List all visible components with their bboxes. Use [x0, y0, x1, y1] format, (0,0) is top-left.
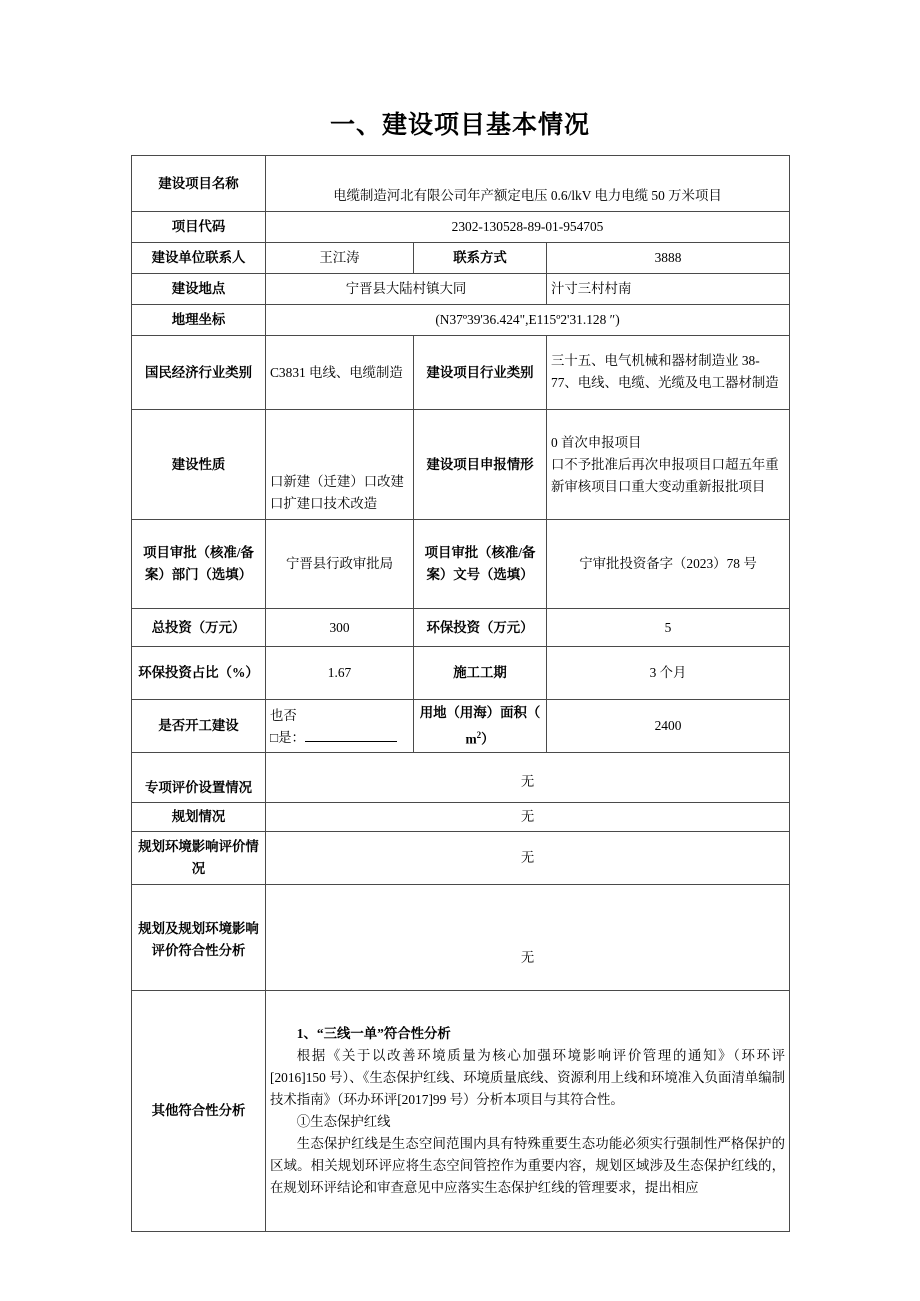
- value-environmental-investment: 5: [547, 609, 790, 647]
- started-construction-yes-row[interactable]: [270, 727, 409, 749]
- value-other-compliance: [266, 991, 790, 1232]
- construction-nature-line-2[interactable]: 口扩建口技术改造: [270, 496, 378, 511]
- label-construction-location: 建设地点: [132, 274, 266, 305]
- label-project-industry-category: 建设项目行业类别: [414, 336, 547, 410]
- started-construction-date-blank[interactable]: [305, 727, 397, 742]
- label-started-construction: 是否开工建设: [132, 700, 266, 753]
- label-planning-situation: 规划情况: [132, 803, 266, 832]
- value-planning-eia: 无: [266, 832, 790, 885]
- value-contact-method: 3888: [547, 243, 790, 274]
- other-compliance-heading: 1、“三线一单”符合性分析: [296, 1026, 451, 1042]
- value-construction-period: 3 个月: [547, 647, 790, 700]
- label-approval-department: 项目审批（核准/备案）部门（选填）: [132, 520, 266, 609]
- label-construction-nature: 建设性质: [132, 410, 266, 520]
- table-row: [132, 609, 790, 647]
- value-construction-location-2: 汁寸三村村南: [547, 274, 790, 305]
- table-row: [132, 212, 790, 243]
- value-geographic-coordinates: (N37º39'36.424",E115º2'31.128 ″): [266, 305, 790, 336]
- table-row: [132, 991, 790, 1232]
- table-row: [132, 305, 790, 336]
- value-total-investment: 300: [266, 609, 414, 647]
- table-row: [132, 803, 790, 832]
- other-compliance-paragraph-3: 生态保护红线是生态空间范围内具有特殊重要生态功能必须实行强制性严格保护的区域。相关规划环评应将生态空间管控作为重要内容，规划区域涉及生态保护红线的，在规划环评结论和审查意见中应落实生态保护红线的管理要求，提出相应: [270, 1136, 786, 1196]
- label-contact-method: 联系方式: [414, 243, 547, 274]
- label-environmental-investment: 环保投资（万元）: [414, 609, 547, 647]
- land-area-unit-m: m: [465, 731, 477, 747]
- value-declaration-situation: [547, 410, 790, 520]
- declaration-line-2[interactable]: 口不予批准后再次申报项目口超五年重新审核项目口重大变动重新报批项目: [551, 456, 779, 494]
- table-row: [132, 410, 790, 520]
- other-compliance-paragraph-1: 根据《关于以改善环境质量为核心加强环境影响评价管理的通知》（环环评[2016]150 号）、《生态保护红线、环境质量底线、资源利用上线和环境准入负面清单编制技术指南》（环办环评[2017]99 号）分析本项目与其符合性。: [270, 1048, 786, 1108]
- label-planning-compliance: 规划及规划环境影响评价符合性分析: [132, 885, 266, 991]
- table-row: [132, 274, 790, 305]
- value-construction-location: 宁晋县大陆村镇大同: [266, 274, 547, 305]
- table-row: [132, 647, 790, 700]
- table-row: [132, 753, 790, 803]
- label-geographic-coordinates: 地理坐标: [132, 305, 266, 336]
- table-row: [132, 336, 790, 410]
- label-land-area: [414, 700, 547, 753]
- label-project-code: 项目代码: [132, 212, 266, 243]
- table-row: [132, 832, 790, 885]
- project-basic-info-table: [131, 155, 790, 1232]
- value-project-industry-category: 三十五、电气机械和器材制造业 38-77、电线、电缆、光缆及电工器材制造: [547, 336, 790, 410]
- label-total-investment: 总投资（万元）: [132, 609, 266, 647]
- land-area-label-line1: 用地（用海）面积（: [419, 705, 541, 720]
- started-construction-no[interactable]: 也否: [270, 707, 297, 723]
- table-row: [132, 243, 790, 274]
- value-approval-document-number: 宁审批投资备字（2023）78 号: [547, 520, 790, 609]
- table-row: [132, 885, 790, 991]
- value-land-area: 2400: [547, 700, 790, 753]
- label-contact-person: 建设单位联系人: [132, 243, 266, 274]
- table-row: [132, 700, 790, 753]
- value-project-code: 2302-130528-89-01-954705: [266, 212, 790, 243]
- land-area-unit-exponent: 2: [476, 730, 482, 740]
- land-area-label-line2: [418, 724, 542, 750]
- label-special-evaluation: 专项评价设置情况: [132, 753, 266, 803]
- label-planning-eia: 规划环境影响评价情况: [132, 832, 266, 885]
- value-construction-nature: [266, 410, 414, 520]
- label-national-industry-category: 国民经济行业类别: [132, 336, 266, 410]
- started-construction-yes-label: □是：: [270, 729, 305, 745]
- value-planning-compliance: 无: [266, 885, 790, 991]
- land-area-unit-close: ）: [481, 731, 495, 747]
- page-title: 一、建设项目基本情况: [329, 110, 590, 139]
- other-compliance-paragraph-2: ①生态保护红线: [296, 1114, 391, 1130]
- label-env-investment-ratio: 环保投资占比（%）: [132, 647, 266, 700]
- value-national-industry-category: C3831 电线、电缆制造: [266, 336, 414, 410]
- table-row: [132, 156, 790, 212]
- value-approval-department: 宁晋县行政审批局: [266, 520, 414, 609]
- value-started-construction: [266, 700, 414, 753]
- label-construction-period: 施工工期: [414, 647, 547, 700]
- label-approval-document-number: 项目审批（核准/备案）文号（选填）: [414, 520, 547, 609]
- value-special-evaluation: 无: [266, 753, 790, 803]
- value-planning-situation: 无: [266, 803, 790, 832]
- value-contact-person: 王江涛: [266, 243, 414, 274]
- label-project-name: 建设项目名称: [132, 156, 266, 212]
- declaration-line-1[interactable]: 0 首次申报项目: [551, 434, 642, 450]
- table-row: [132, 520, 790, 609]
- value-project-name: 电缆制造河北有限公司年产额定电压 0.6/lkV 电力电缆 50 万米项目: [266, 156, 790, 212]
- label-other-compliance: 其他符合性分析: [132, 991, 266, 1232]
- value-env-investment-ratio: 1.67: [266, 647, 414, 700]
- label-declaration-situation: 建设项目申报情形: [414, 410, 547, 520]
- construction-nature-line-1[interactable]: 口新建（迁建）口改建: [270, 474, 404, 489]
